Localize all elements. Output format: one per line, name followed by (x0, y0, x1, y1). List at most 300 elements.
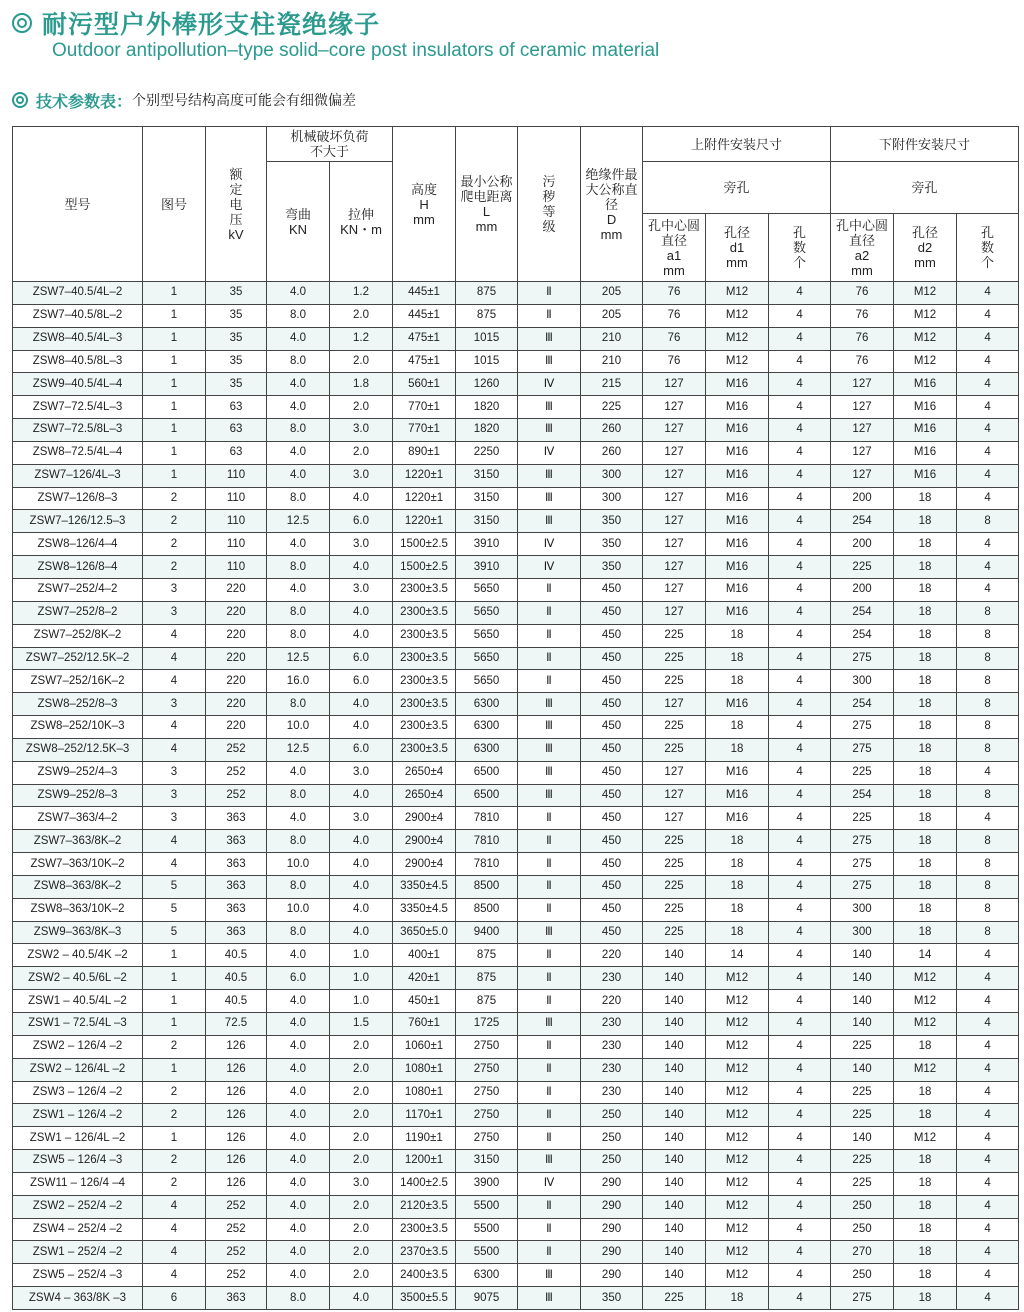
cell-tensile: 2.0 (330, 1104, 393, 1127)
table-row (13, 578, 1019, 601)
cell-a2: 275 (831, 830, 894, 853)
cell-a2: 127 (831, 396, 894, 419)
cell-model: ZSW8–363/8K–2 (13, 875, 143, 898)
table-row (13, 1035, 1019, 1058)
table-row (13, 1150, 1019, 1173)
bullet-icon (12, 92, 28, 108)
cell-a1: 127 (643, 693, 706, 716)
table-row (13, 533, 1019, 556)
cell-n2: 8 (957, 647, 1019, 670)
cell-figure: 1 (143, 282, 206, 305)
cell-d1: M12 (706, 967, 769, 990)
cell-a2: 140 (831, 944, 894, 967)
cell-n1: 4 (769, 921, 831, 944)
cell-n2: 8 (957, 510, 1019, 533)
cell-tensile: 6.0 (330, 738, 393, 761)
cell-bending: 4.0 (267, 1013, 330, 1036)
page-title-english: Outdoor antipollution–type solid–core post insulators of ceramic material (52, 40, 660, 61)
cell-creepage: 3910 (456, 533, 518, 556)
table-row (13, 1264, 1019, 1287)
section-title: 技术参数表： (36, 91, 133, 111)
cell-pollution: Ⅱ (518, 875, 581, 898)
cell-diameter: 230 (581, 1013, 643, 1036)
cell-a2: 76 (831, 327, 894, 350)
cell-a1: 140 (643, 1150, 706, 1173)
cell-n1: 4 (769, 1013, 831, 1036)
page-title: 耐污型户外棒形支柱瓷绝缘子 (42, 10, 381, 39)
cell-diameter: 450 (581, 875, 643, 898)
cell-diameter: 350 (581, 510, 643, 533)
table-row (13, 601, 1019, 624)
cell-d1: M12 (706, 1264, 769, 1287)
cell-model: ZSW7–126/4L–3 (13, 464, 143, 487)
cell-n1: 4 (769, 419, 831, 442)
cell-tensile: 1.0 (330, 967, 393, 990)
cell-a2: 127 (831, 419, 894, 442)
cell-d1: M12 (706, 1127, 769, 1150)
cell-diameter: 450 (581, 624, 643, 647)
cell-d1: M16 (706, 464, 769, 487)
cell-figure: 2 (143, 510, 206, 533)
cell-d2: 18 (894, 693, 957, 716)
cell-creepage: 2750 (456, 1058, 518, 1081)
cell-model: ZSW9–40.5/4L–4 (13, 373, 143, 396)
cell-figure: 1 (143, 350, 206, 373)
cell-a1: 127 (643, 510, 706, 533)
cell-height: 3350±4.5 (393, 898, 456, 921)
cell-d1: 18 (706, 830, 769, 853)
cell-model: ZSW7–252/16K–2 (13, 670, 143, 693)
table-row (13, 761, 1019, 784)
cell-a2: 254 (831, 693, 894, 716)
cell-creepage: 8500 (456, 875, 518, 898)
cell-n2: 8 (957, 875, 1019, 898)
cell-d1: M16 (706, 556, 769, 579)
cell-n2: 4 (957, 1058, 1019, 1081)
cell-diameter: 450 (581, 670, 643, 693)
cell-pollution: Ⅲ (518, 1013, 581, 1036)
cell-n2: 4 (957, 1264, 1019, 1287)
table-row (13, 898, 1019, 921)
cell-height: 2370±3.5 (393, 1241, 456, 1264)
cell-creepage: 5650 (456, 578, 518, 601)
table-row (13, 738, 1019, 761)
cell-figure: 1 (143, 944, 206, 967)
cell-diameter: 205 (581, 304, 643, 327)
spec-table (12, 126, 1019, 1310)
cell-height: 560±1 (393, 373, 456, 396)
cell-height: 2900±4 (393, 807, 456, 830)
cell-d2: 18 (894, 716, 957, 739)
cell-height: 2300±3.5 (393, 1218, 456, 1241)
table-row (13, 510, 1019, 533)
cell-height: 2900±4 (393, 830, 456, 853)
cell-tensile: 4.0 (330, 784, 393, 807)
cell-model: ZSW1 – 126/4 –2 (13, 1104, 143, 1127)
cell-a1: 127 (643, 373, 706, 396)
cell-a2: 254 (831, 624, 894, 647)
cell-tensile: 3.0 (330, 533, 393, 556)
cell-figure: 2 (143, 1172, 206, 1195)
cell-n2: 4 (957, 1195, 1019, 1218)
header-n2: 孔 数 个 (957, 214, 1019, 282)
cell-voltage: 220 (206, 624, 267, 647)
header-creepage: 最小公称 爬电距离 L mm (456, 127, 518, 282)
table-row (13, 327, 1019, 350)
cell-n1: 4 (769, 1035, 831, 1058)
cell-tensile: 6.0 (330, 670, 393, 693)
cell-d2: 14 (894, 944, 957, 967)
cell-diameter: 290 (581, 1195, 643, 1218)
cell-bending: 10.0 (267, 716, 330, 739)
cell-diameter: 450 (581, 921, 643, 944)
cell-d1: M12 (706, 304, 769, 327)
cell-n2: 4 (957, 419, 1019, 442)
cell-bending: 8.0 (267, 875, 330, 898)
cell-voltage: 110 (206, 510, 267, 533)
cell-height: 2900±4 (393, 853, 456, 876)
cell-n1: 4 (769, 830, 831, 853)
cell-n2: 4 (957, 533, 1019, 556)
cell-figure: 4 (143, 1264, 206, 1287)
cell-d2: 18 (894, 1287, 957, 1310)
cell-voltage: 110 (206, 464, 267, 487)
cell-bending: 4.0 (267, 1058, 330, 1081)
cell-height: 2300±3.5 (393, 578, 456, 601)
cell-n2: 4 (957, 1287, 1019, 1310)
cell-creepage: 7810 (456, 807, 518, 830)
cell-bending: 4.0 (267, 1081, 330, 1104)
cell-height: 475±1 (393, 350, 456, 373)
cell-d1: M16 (706, 784, 769, 807)
section-header (12, 88, 356, 112)
cell-tensile: 4.0 (330, 830, 393, 853)
header-mech-load: 机械破坏负荷 不大于 (267, 127, 393, 162)
cell-n1: 4 (769, 1058, 831, 1081)
cell-voltage: 220 (206, 670, 267, 693)
cell-n1: 4 (769, 716, 831, 739)
cell-creepage: 6500 (456, 761, 518, 784)
cell-tensile: 4.0 (330, 693, 393, 716)
cell-d2: 18 (894, 921, 957, 944)
cell-model: ZSW7–363/4–2 (13, 807, 143, 830)
cell-a2: 250 (831, 1195, 894, 1218)
cell-diameter: 220 (581, 944, 643, 967)
cell-n2: 8 (957, 921, 1019, 944)
cell-d1: M16 (706, 533, 769, 556)
cell-tensile: 1.5 (330, 1013, 393, 1036)
cell-bending: 8.0 (267, 419, 330, 442)
cell-model: ZSW7–252/8K–2 (13, 624, 143, 647)
cell-a2: 275 (831, 738, 894, 761)
cell-diameter: 260 (581, 419, 643, 442)
table-row (13, 967, 1019, 990)
cell-n2: 8 (957, 784, 1019, 807)
cell-creepage: 7810 (456, 853, 518, 876)
cell-figure: 2 (143, 487, 206, 510)
cell-creepage: 875 (456, 967, 518, 990)
cell-bending: 4.0 (267, 990, 330, 1013)
cell-d1: M12 (706, 1058, 769, 1081)
cell-a1: 140 (643, 1013, 706, 1036)
cell-voltage: 110 (206, 556, 267, 579)
cell-bending: 4.0 (267, 533, 330, 556)
cell-d2: 18 (894, 1172, 957, 1195)
cell-n2: 4 (957, 441, 1019, 464)
cell-diameter: 210 (581, 327, 643, 350)
cell-voltage: 126 (206, 1081, 267, 1104)
cell-figure: 1 (143, 990, 206, 1013)
cell-model: ZSW7–252/4–2 (13, 578, 143, 601)
cell-a2: 140 (831, 1127, 894, 1150)
table-row (13, 556, 1019, 579)
cell-figure: 2 (143, 1150, 206, 1173)
cell-tensile: 4.0 (330, 487, 393, 510)
cell-pollution: Ⅱ (518, 1104, 581, 1127)
cell-height: 445±1 (393, 304, 456, 327)
cell-height: 3650±5.0 (393, 921, 456, 944)
header-tensile: 拉伸 KN・m (330, 162, 393, 282)
cell-voltage: 72.5 (206, 1013, 267, 1036)
cell-n1: 4 (769, 1287, 831, 1310)
cell-n2: 8 (957, 670, 1019, 693)
cell-d2: 18 (894, 1218, 957, 1241)
cell-tensile: 1.0 (330, 990, 393, 1013)
cell-height: 3500±5.5 (393, 1287, 456, 1310)
cell-diameter: 450 (581, 647, 643, 670)
cell-voltage: 126 (206, 1104, 267, 1127)
cell-diameter: 205 (581, 282, 643, 305)
cell-figure: 1 (143, 304, 206, 327)
header-diameter: 绝缘件最 大公称直 径 D mm (581, 127, 643, 282)
cell-d1: 18 (706, 921, 769, 944)
cell-voltage: 35 (206, 327, 267, 350)
cell-height: 2300±3.5 (393, 716, 456, 739)
cell-n1: 4 (769, 1195, 831, 1218)
cell-d1: 18 (706, 670, 769, 693)
cell-tensile: 2.0 (330, 304, 393, 327)
cell-a2: 254 (831, 601, 894, 624)
cell-creepage: 9075 (456, 1287, 518, 1310)
cell-d2: 18 (894, 761, 957, 784)
cell-height: 1220±1 (393, 510, 456, 533)
cell-model: ZSW3 – 126/4 –2 (13, 1081, 143, 1104)
cell-n1: 4 (769, 853, 831, 876)
cell-model: ZSW5 – 126/4 –3 (13, 1150, 143, 1173)
cell-tensile: 2.0 (330, 1127, 393, 1150)
cell-height: 770±1 (393, 396, 456, 419)
cell-tensile: 1.8 (330, 373, 393, 396)
cell-n2: 4 (957, 1081, 1019, 1104)
cell-model: ZSW7–126/12.5–3 (13, 510, 143, 533)
cell-n1: 4 (769, 464, 831, 487)
cell-model: ZSW8–40.5/8L–3 (13, 350, 143, 373)
cell-d2: 18 (894, 738, 957, 761)
cell-voltage: 252 (206, 784, 267, 807)
cell-tensile: 4.0 (330, 898, 393, 921)
cell-d2: 18 (894, 1150, 957, 1173)
cell-model: ZSW8–126/8–4 (13, 556, 143, 579)
cell-height: 2300±3.5 (393, 670, 456, 693)
cell-figure: 3 (143, 601, 206, 624)
table-row (13, 1081, 1019, 1104)
cell-model: ZSW7–363/8K–2 (13, 830, 143, 853)
cell-bending: 12.5 (267, 510, 330, 533)
cell-pollution: Ⅲ (518, 1287, 581, 1310)
cell-model: ZSW7–72.5/8L–3 (13, 419, 143, 442)
cell-pollution: Ⅱ (518, 944, 581, 967)
cell-pollution: Ⅲ (518, 419, 581, 442)
cell-a2: 225 (831, 1172, 894, 1195)
cell-d1: M16 (706, 510, 769, 533)
header-bending: 弯曲 KN (267, 162, 330, 282)
cell-n2: 4 (957, 807, 1019, 830)
cell-model: ZSW1 – 72.5/4L –3 (13, 1013, 143, 1036)
cell-d1: 18 (706, 1287, 769, 1310)
cell-a1: 127 (643, 578, 706, 601)
cell-d2: 18 (894, 510, 957, 533)
cell-diameter: 290 (581, 1218, 643, 1241)
cell-n1: 4 (769, 1264, 831, 1287)
header-pollution: 污 秽 等 级 (518, 127, 581, 282)
cell-d1: M16 (706, 578, 769, 601)
cell-creepage: 5500 (456, 1195, 518, 1218)
cell-a2: 76 (831, 350, 894, 373)
cell-diameter: 350 (581, 533, 643, 556)
table-row (13, 784, 1019, 807)
cell-diameter: 450 (581, 807, 643, 830)
cell-n1: 4 (769, 898, 831, 921)
cell-a2: 225 (831, 761, 894, 784)
cell-a2: 127 (831, 441, 894, 464)
cell-height: 2300±3.5 (393, 738, 456, 761)
cell-pollution: Ⅲ (518, 510, 581, 533)
table-row (13, 875, 1019, 898)
cell-a2: 254 (831, 510, 894, 533)
cell-a1: 225 (643, 875, 706, 898)
cell-d2: 18 (894, 1035, 957, 1058)
table-row (13, 990, 1019, 1013)
cell-voltage: 35 (206, 282, 267, 305)
cell-n1: 4 (769, 1172, 831, 1195)
table-row (13, 670, 1019, 693)
cell-n2: 4 (957, 1218, 1019, 1241)
cell-pollution: Ⅳ (518, 533, 581, 556)
cell-figure: 1 (143, 441, 206, 464)
table-row (13, 304, 1019, 327)
cell-model: ZSW1 – 40.5/4L –2 (13, 990, 143, 1013)
cell-height: 2650±4 (393, 784, 456, 807)
cell-model: ZSW5 – 252/4 –3 (13, 1264, 143, 1287)
cell-d1: 18 (706, 898, 769, 921)
cell-bending: 4.0 (267, 282, 330, 305)
cell-d2: 18 (894, 601, 957, 624)
cell-tensile: 2.0 (330, 350, 393, 373)
cell-model: ZSW8–72.5/4L–4 (13, 441, 143, 464)
cell-a1: 225 (643, 1287, 706, 1310)
cell-bending: 4.0 (267, 1241, 330, 1264)
cell-pollution: Ⅲ (518, 921, 581, 944)
cell-n2: 4 (957, 350, 1019, 373)
cell-n2: 4 (957, 578, 1019, 601)
table-row (13, 441, 1019, 464)
cell-tensile: 2.0 (330, 1058, 393, 1081)
cell-voltage: 220 (206, 578, 267, 601)
cell-figure: 3 (143, 578, 206, 601)
cell-voltage: 363 (206, 830, 267, 853)
cell-d2: 18 (894, 853, 957, 876)
cell-voltage: 63 (206, 441, 267, 464)
cell-voltage: 126 (206, 1172, 267, 1195)
cell-pollution: Ⅱ (518, 601, 581, 624)
cell-figure: 2 (143, 1035, 206, 1058)
table-row (13, 1287, 1019, 1310)
cell-d1: 18 (706, 853, 769, 876)
cell-a2: 225 (831, 1081, 894, 1104)
cell-diameter: 260 (581, 441, 643, 464)
cell-creepage: 1820 (456, 419, 518, 442)
cell-pollution: Ⅱ (518, 853, 581, 876)
cell-creepage: 2750 (456, 1104, 518, 1127)
cell-figure: 4 (143, 1241, 206, 1264)
cell-a1: 225 (643, 830, 706, 853)
cell-diameter: 450 (581, 830, 643, 853)
cell-creepage: 2250 (456, 441, 518, 464)
cell-n1: 4 (769, 327, 831, 350)
cell-voltage: 126 (206, 1150, 267, 1173)
cell-model: ZSW4 – 363/8K –3 (13, 1287, 143, 1310)
cell-a1: 225 (643, 738, 706, 761)
cell-pollution: Ⅲ (518, 487, 581, 510)
cell-height: 1500±2.5 (393, 556, 456, 579)
table-row (13, 1218, 1019, 1241)
cell-a1: 127 (643, 487, 706, 510)
cell-figure: 4 (143, 647, 206, 670)
header-upper: 上附件安装尺寸 (643, 127, 831, 162)
cell-tensile: 1.2 (330, 282, 393, 305)
cell-d1: 18 (706, 875, 769, 898)
cell-d2: 18 (894, 1264, 957, 1287)
cell-d1: M16 (706, 396, 769, 419)
cell-figure: 1 (143, 1058, 206, 1081)
header-a1: 孔中心圆 直径 a1 mm (643, 214, 706, 282)
cell-d2: M12 (894, 967, 957, 990)
cell-a1: 225 (643, 647, 706, 670)
cell-d1: M12 (706, 1241, 769, 1264)
cell-figure: 1 (143, 373, 206, 396)
cell-figure: 2 (143, 1104, 206, 1127)
cell-height: 1220±1 (393, 464, 456, 487)
cell-pollution: Ⅱ (518, 1058, 581, 1081)
cell-bending: 4.0 (267, 327, 330, 350)
cell-diameter: 300 (581, 464, 643, 487)
cell-d1: M12 (706, 1150, 769, 1173)
cell-creepage: 875 (456, 990, 518, 1013)
cell-n1: 4 (769, 578, 831, 601)
cell-height: 1060±1 (393, 1035, 456, 1058)
table-row (13, 853, 1019, 876)
cell-figure: 5 (143, 921, 206, 944)
cell-pollution: Ⅱ (518, 1218, 581, 1241)
cell-tensile: 2.0 (330, 1241, 393, 1264)
cell-a1: 140 (643, 967, 706, 990)
cell-creepage: 3150 (456, 487, 518, 510)
cell-tensile: 3.0 (330, 761, 393, 784)
cell-model: ZSW8–40.5/4L–3 (13, 327, 143, 350)
cell-diameter: 230 (581, 1058, 643, 1081)
cell-creepage: 5500 (456, 1218, 518, 1241)
cell-a2: 225 (831, 1150, 894, 1173)
